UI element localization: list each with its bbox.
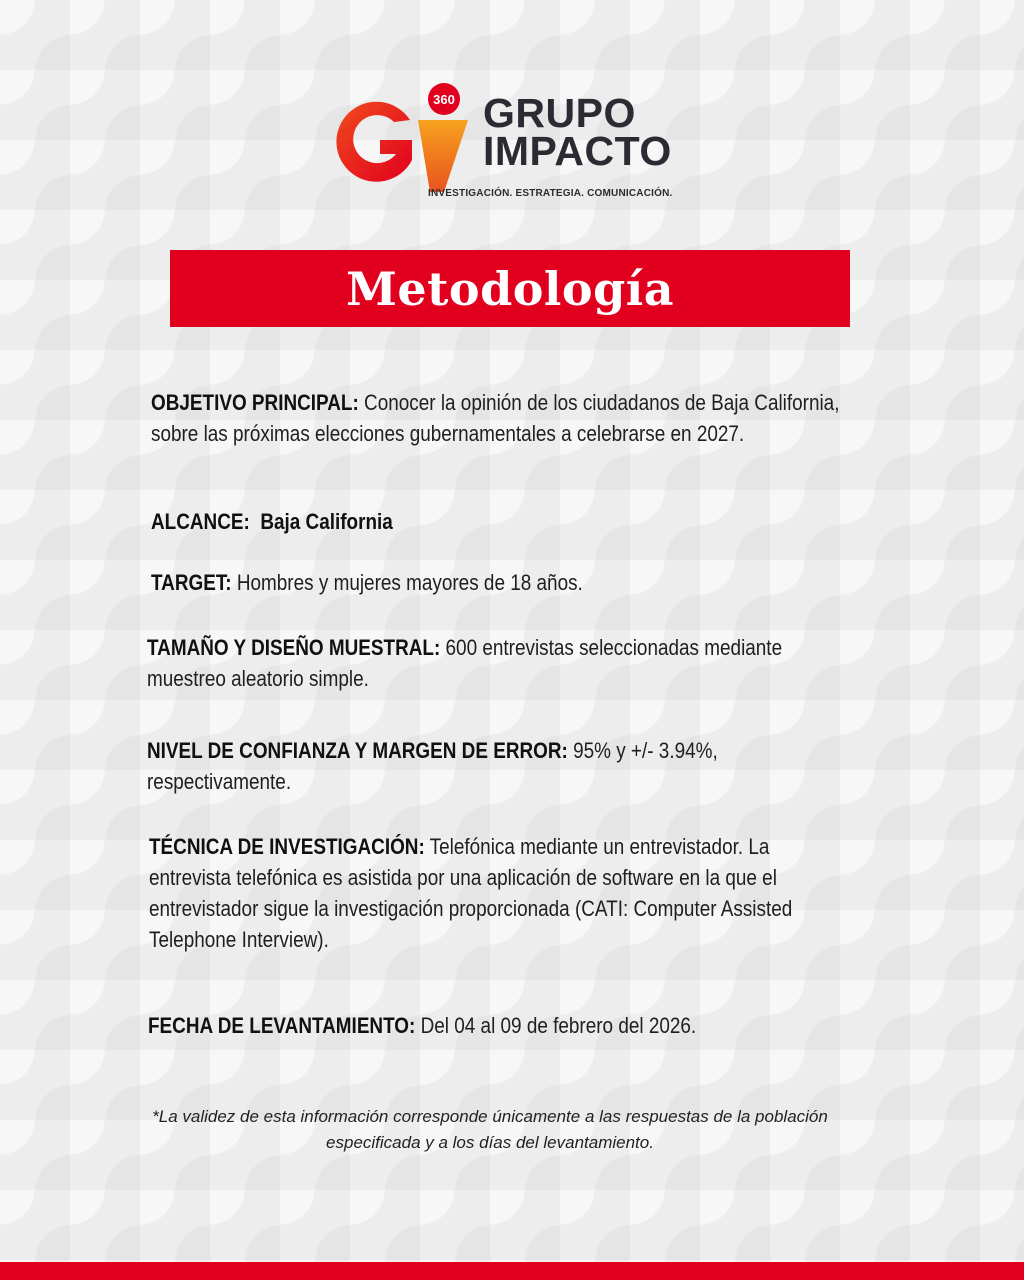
nivel-label: NIVEL DE CONFIANZA Y MARGEN DE ERROR: [147,738,568,763]
fecha-paragraph [148,1010,853,1041]
alcance-text: Baja California [249,509,393,534]
fecha-text: Del 04 al 09 de febrero del 2026. [415,1013,697,1038]
disclaimer-note: *La validez de esta información corresponde únicamente a las respuestas de la población especificada y a los días del levantamiento. [152,1107,828,1152]
logo-name-line1: GRUPO [483,90,636,136]
bottom-accent-bar [0,1262,1024,1280]
title-banner [170,250,850,327]
grupo-impacto-logo [326,82,726,207]
logo-badge: 360 [433,92,455,107]
tamano-label: TAMAÑO Y DISEÑO MUESTRAL: [147,635,441,660]
logo-tagline: INVESTIGACIÓN. ESTRATEGIA. COMUNICACIÓN. [428,188,673,199]
tecnica-text: Telefónica mediante un entrevistador. La entrevista telefónica es asistida por una aplicación de software en la que el entrevistador sigue la investigación proporcionada (CATI: Computer Assisted Telephone Interview). [149,834,793,952]
nivel-text: 95% y +/- 3.94%, respectivamente. [147,738,718,794]
gi-360-logo-mark [326,82,476,197]
target-label: TARGET: [151,570,232,595]
page-title: Metodología [345,261,675,316]
target-text: Hombres y mujeres mayores de 18 años. [231,570,583,595]
alcance-label: ALCANCE: [151,509,250,534]
target-paragraph [151,567,856,598]
logo-name-line2: IMPACTO [483,128,672,174]
tecnica-paragraph [149,831,854,955]
objetivo-label: OBJETIVO PRINCIPAL: [151,390,359,415]
nivel-paragraph [147,735,852,797]
tamano-paragraph [147,632,852,694]
alcance-paragraph [151,506,856,537]
objetivo-text: Conocer la opinión de los ciudadanos de Baja California, sobre las próximas elecciones gubernamentales a celebrarse en 2027. [151,390,840,446]
logo-wordmark [483,90,672,174]
tamano-text: 600 entrevistas seleccionadas mediante muestreo aleatorio simple. [147,635,783,691]
fecha-label: FECHA DE LEVANTAMIENTO: [148,1013,416,1038]
objetivo-paragraph [151,387,856,449]
tecnica-label: TÉCNICA DE INVESTIGACIÓN: [149,834,425,859]
